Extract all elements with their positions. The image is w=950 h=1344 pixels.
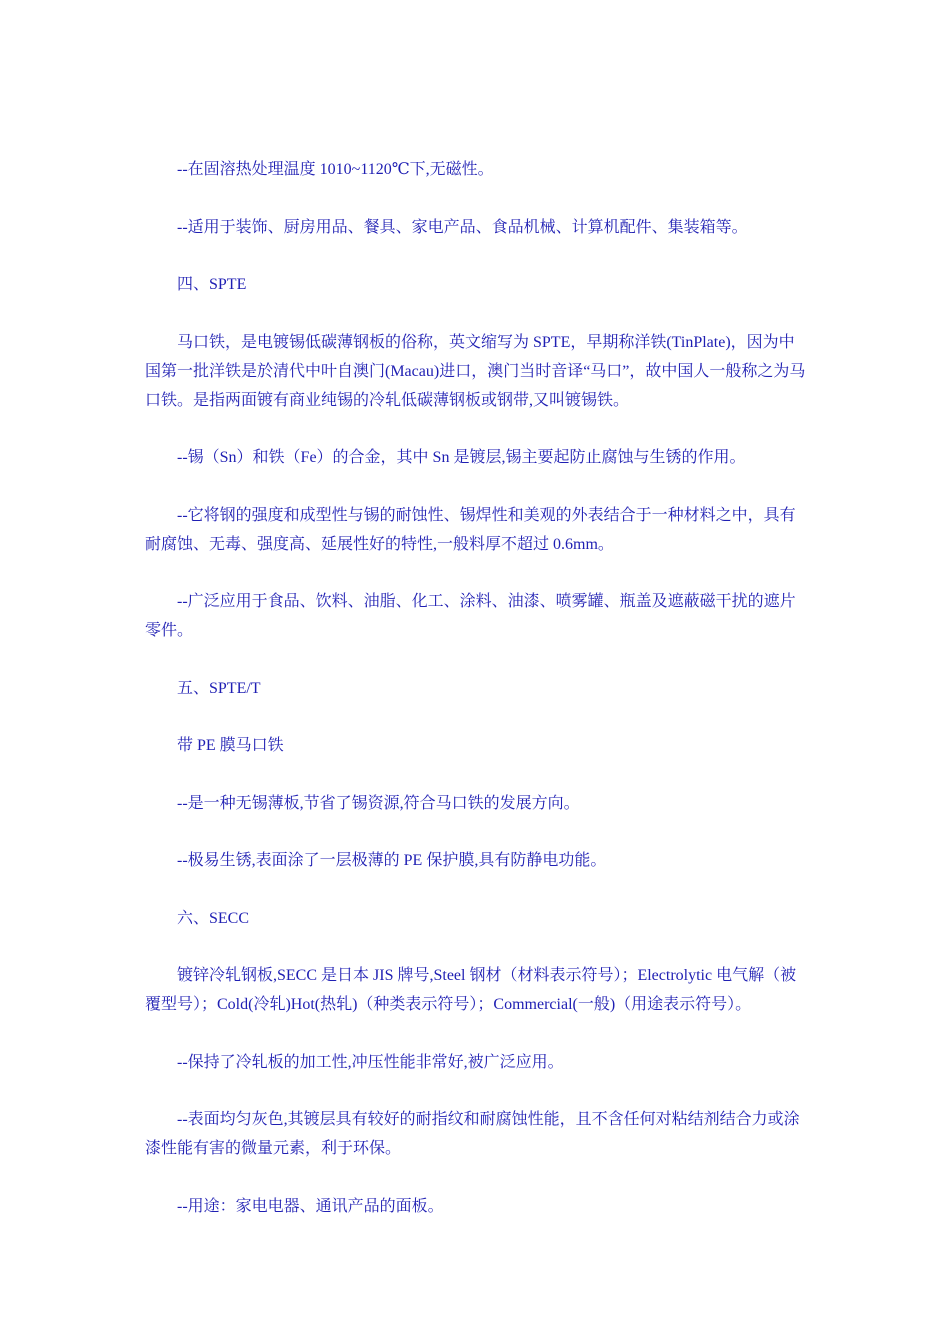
- document-body: [145, 155, 807, 1249]
- paragraph-2: --适用于装饰、厨房用品、餐具、家电产品、食品机械、计算机配件、集装箱等。: [177, 218, 748, 236]
- paragraph-secc-workability: --保持了冷轧板的加工性,冲压性能非常好,被广泛应用。: [177, 1053, 564, 1071]
- paragraph-secc-usage: --用途：家电电器、通讯产品的面板。: [177, 1197, 444, 1215]
- section-heading-spte-t: 五、SPTE/T: [177, 679, 261, 697]
- paragraph-spte-properties: --它将钢的强度和成型性与锡的耐蚀性、锡焊性和美观的外表结合于一种材料之中，具有耐腐蚀、无毒、强度高、延展性好的特性,一般料厚不超过 0.6mm。: [145, 506, 796, 553]
- paragraph-spte-intro: 马口铁，是电镀锡低碳薄钢板的俗称，英文缩写为 SPTE，早期称洋铁(TinPlate)，因为中国第一批洋铁是於清代中叶自澳门(Macau)进口，澳门当时音译“马口”，故中国人一般称之为马口铁。是指两面镀有商业纯锡的冷轧低碳薄钢板或钢带,又叫镀锡铁。: [145, 333, 806, 409]
- paragraph-secc-intro: 镀锌冷轧钢板,SECC 是日本 JIS 牌号,Steel 钢材（材料表示符号）；Electrolytic 电气解（被覆型号）；Cold(冷轧)Hot(热轧)（种类表示符号）；Commercial(一般)（用途表示符号）。: [145, 967, 797, 1013]
- paragraph-spte-alloy: --锡（Sn）和铁（Fe）的合金，其中 Sn 是镀层,锡主要起防止腐蚀与生锈的作用。: [177, 449, 746, 466]
- paragraph-1: --在固溶热处理温度 1010~1120℃下,无磁性。: [177, 161, 494, 178]
- section-heading-secc: 六、SECC: [177, 909, 250, 927]
- paragraph-spte-t-tinfree: --是一种无锡薄板,节省了锡资源,符合马口铁的发展方向。: [177, 794, 580, 812]
- paragraph-spte-t-name: 带 PE 膜马口铁: [177, 737, 284, 754]
- paragraph-secc-surface: --表面均匀灰色,其镀层具有较好的耐指纹和耐腐蚀性能，且不含任何对粘结剂结合力或涂漆性能有害的微量元素，利于环保。: [145, 1111, 800, 1157]
- paragraph-spte-t-pe-film: --极易生锈,表面涂了一层极薄的 PE 保护膜,具有防静电功能。: [177, 852, 607, 869]
- paragraph-spte-usage: --广泛应用于食品、饮料、油脂、化工、涂料、油漆、喷雾罐、瓶盖及遮蔽磁干扰的遮片零件。: [145, 593, 796, 639]
- section-heading-spte: 四、SPTE: [177, 276, 247, 293]
